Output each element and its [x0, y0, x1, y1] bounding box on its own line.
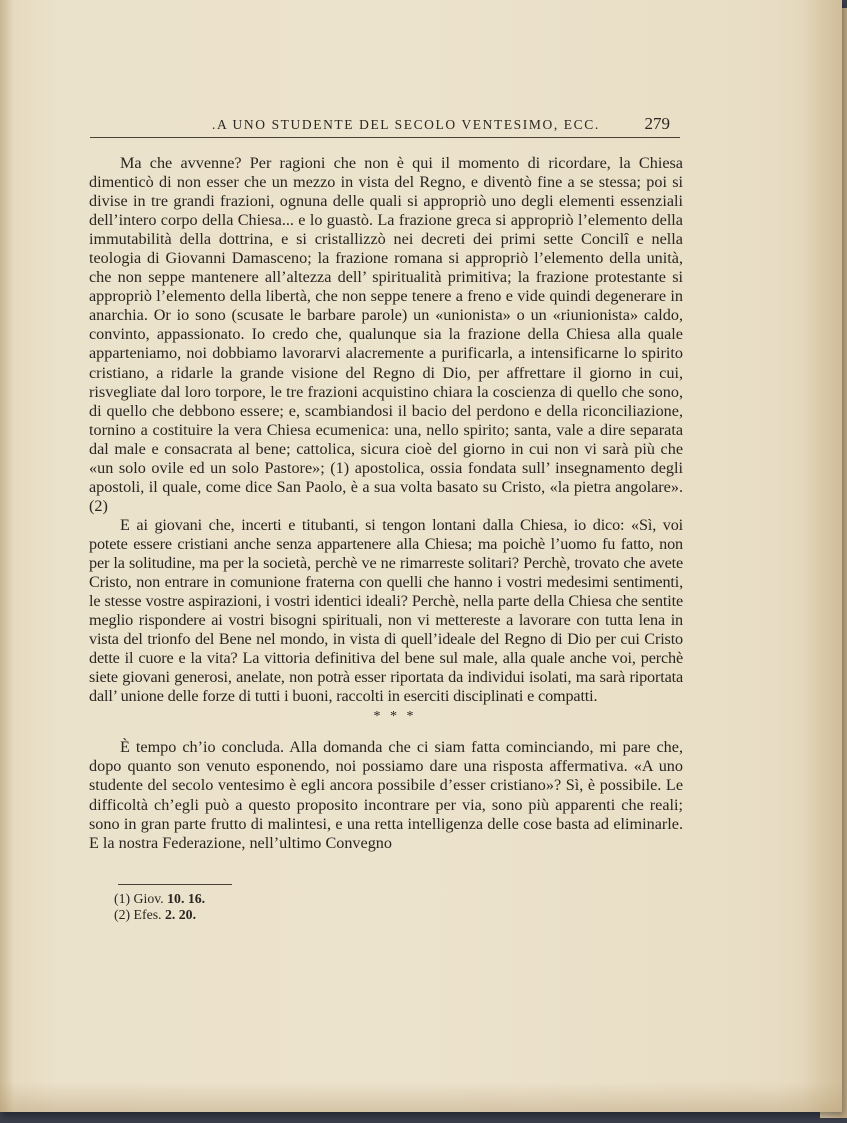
footnote-text: Giov.: [133, 891, 164, 906]
section-separator: * * *: [373, 709, 417, 725]
footnote-marker: (1): [114, 891, 131, 906]
footnote-marker: (2): [114, 906, 131, 922]
paragraph: È tempo ch’io concluda. Alla domanda che ci siam fatta cominciando, mi pare che, dopo quanto son venuto esponendo, noi possiamo dare una risposta affermativa. «A uno studente del secolo ventesimo è egli ancora possibile d’esser cristiano»? Sì, è possibile. Le difficoltà ch’egli può a questo proposito incontrare per via, sono più apparenti che reali; sono in gran parte frutto di malintesi, e una retta intelligenza delle cose basta ad eliminarle. E la nostra Federazione, nell’ultimo Convegno: [89, 738, 683, 852]
footnotes: [114, 891, 205, 922]
footnote-rule: [118, 884, 232, 885]
page-number: 279: [644, 114, 670, 133]
header-rule: [90, 137, 680, 138]
running-title: .A UNO STUDENTE DEL SECOLO VENTESIMO, ECC.: [212, 117, 600, 132]
footnote-ref: 2. 20.: [164, 906, 197, 922]
footnote-ref: 10. 16.: [167, 891, 206, 906]
paragraph: Ma che avvenne? Per ragioni che non è qui il momento di ricordare, la Chiesa dimenticò di non esser che un mezzo in vista del Regno, e diventò fine a se stessa; poi si divise in tre grandi frazioni, ognuna delle quali si appropriò uno degli elementi essenziali dell’intero corpo della Chiesa... e lo guastò. La frazione greca si appropriò l’elemento della immutabilità della dottrina, e si cristallizzò nei decreti dei primi sette Concilî e nella teologia di Giovanni Damasceno; la frazione romana si appropriò l’elemento della unità, che non seppe mantenere all’altezza dell’ spiritualità primitiva; la frazione protestante si appropriò l’elemento della libertà, che non seppe tenere a freno e vide quindi degenerare in anarchia. Or io sono (scusate le barbare parole) un «unionista» o un «riunionista» caldo, convinto, appassionato. Io credo che, qualunque sia la frazione della Chiesa alla quale apparteniamo, noi dobbiamo lavorarvi alacremente a purificarla, a intensificarne lo spirito cristiano, a ridarle la grande visione del Regno di Dio, per affrettare il giorno in cui, risvegliate dal loro torpore, le tre frazioni acquistino chiara la coscienza di quello che sono, di quello che debbono essere; e, scambiandosi il bacio del perdono e della riconciliazione, tornino a costituire la vera Chiesa ecumenica: una, nello spirito; santa, vale a dire separata dal male e consacrata al bene; cattolica, sicura cioè del giorno in cui non vi sarà più che «un solo ovile ed un solo Pastore»; (1) apostolica, ossia fondata sull’ insegnamento degli apostoli, il quale, come dice San Paolo, è a sua volta basato su Cristo, «la pietra angolare». (2): [89, 154, 683, 515]
footnote-text: Efes.: [133, 906, 162, 922]
running-header: [90, 114, 678, 136]
paragraph: E ai giovani che, incerti e titubanti, si tengon lontani dalla Chiesa, io dico: «Sì, voi potete essere cristiani anche senza appartenere alla Chiesa; ma poichè l’uomo fu fatto, non per la solitudine, ma per la società, perchè ve ne rimarreste solitari? Perchè, trovato che avete Cristo, non entrare in comunione fraterna con quelli che hanno i vostri medesimi sentimenti, le stesse vostre aspirazioni, i vostri identici ideali? Perchè, nella parte della Chiesa che sentite meglio rispondere ai vostri bisogni spirituali, non vi mettereste a lavorare con tutta lena in vista del trionfo del Bene nel mondo, in vista di quell’ideale del Regno di Dio per cui Cristo dette il cuore e la vita? La vittoria definitiva del bene sul male, alla quale anche voi, perchè siete giovani generosi, anelate, non potrà esser riportata da individui isolati, ma sarà riportata dall’ unione delle forze di tutti i buoni, raccolti in eserciti disciplinati e compatti.: [89, 515, 683, 706]
footnote-1: [114, 891, 205, 907]
footnote-2: [114, 907, 205, 923]
body-text: [89, 154, 683, 853]
